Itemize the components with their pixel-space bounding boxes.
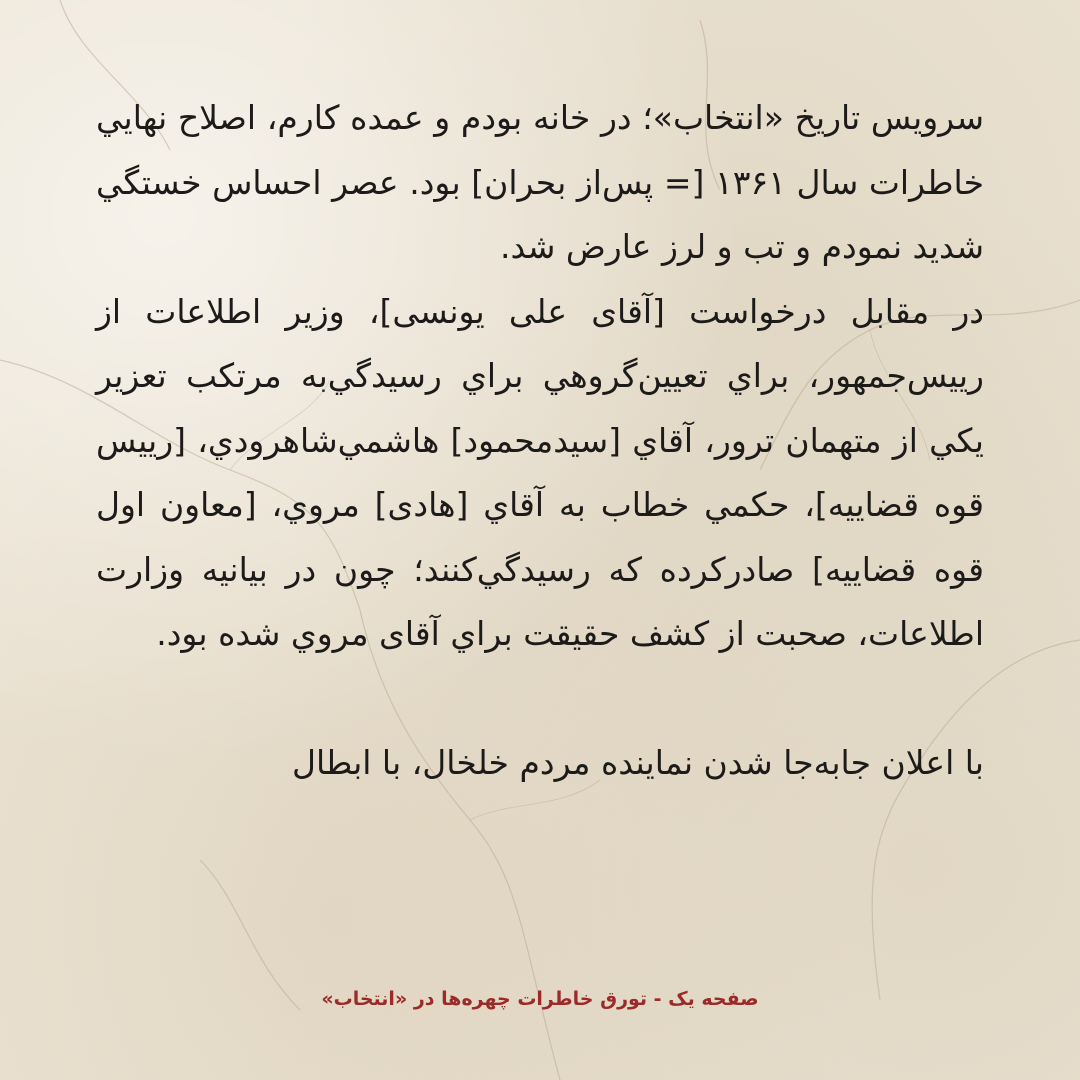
paragraph-2: در مقابل درخواست [آقای علی یونسی]، وزير اطلاعات از رييس‌جمهور، براي تعيين‌گروهي براي رسيدگي‌به مرتکب تعزير يکي از متهمان ترور، آقاي [سيدمحمود] هاشمي‌شاهرودي، [رییس قوه قضاییه]، حکمي خطاب به آقاي [هادی] مروي، [معاون اول قوه قضاییه] صادرکرده که رسيدگي‌کنند؛ چون در بيانيه وزارت اطلاعات، صحبت از کشف حقيقت براي آقای مروي شده بود. (96, 291, 984, 653)
paragraph-gap (96, 667, 984, 731)
footer-caption: صفحه یک - تورق خاطرات چهره‌ها در «انتخاب» (321, 988, 759, 1010)
paragraph-1: سرویس تاریخ «انتخاب»؛ در خانه بودم و عمده کارم، اصلاح نهایي خاطرات سال ۱۳۶۱ [= پس‌از بحران] بود. عصر احساس خستگي شديد نمودم و تب و لرز عارض شد. (96, 98, 985, 266)
paragraph-3: با اعلان جابه‌جا شدن نماينده مردم خلخال، با ابطال (291, 742, 984, 782)
document-body (96, 86, 984, 986)
